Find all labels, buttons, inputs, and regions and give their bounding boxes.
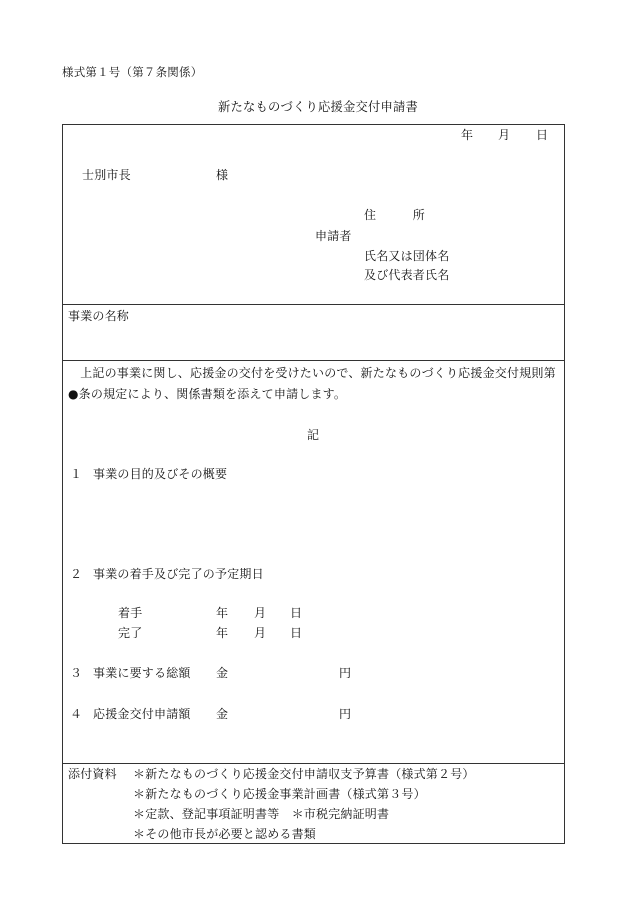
item-number: ３ [70, 666, 83, 680]
schedule-end-year: 年 [216, 626, 229, 640]
schedule-end-day: 日 [290, 626, 303, 640]
requested-amount-unit: 円 [339, 707, 352, 721]
schedule-start-month: 月 [254, 606, 267, 620]
addressee-honorific: 様 [216, 168, 229, 182]
attachment-item: ＊新たなものづくり応援金事業計画書（様式第３号） [133, 787, 426, 801]
applicant-label: 申請者 [315, 229, 352, 243]
divider-before-attachments [62, 763, 565, 764]
form-number: 様式第１号（第７条関係） [62, 65, 203, 79]
item-requested-amount-label: 応援金交付申請額 [93, 707, 191, 721]
item-purpose-label: 事業の目的及びその概要 [93, 467, 228, 481]
schedule-end-label: 完了 [118, 626, 143, 640]
schedule-start-day: 日 [290, 606, 303, 620]
form-title: 新たなものづくり応援金交付申請書 [218, 100, 418, 114]
schedule-end-month: 月 [254, 626, 267, 640]
attachments-label: 添付資料 [68, 767, 117, 781]
total-cost-unit: 円 [339, 666, 352, 680]
divider-after-project-name [62, 360, 565, 361]
item-schedule-label: 事業の着手及び完了の予定期日 [93, 567, 264, 581]
item-number: ４ [70, 707, 83, 721]
date-year-label: 年 [461, 128, 474, 142]
form-border [62, 124, 565, 844]
ki-heading: 記 [307, 428, 320, 442]
schedule-start-year: 年 [216, 606, 229, 620]
requested-amount-prefix: 金 [216, 707, 229, 721]
attachment-item: ＊新たなものづくり応援金交付申請収支予算書（様式第２号） [133, 767, 475, 781]
date-day-label: 日 [536, 128, 549, 142]
date-month-label: 月 [498, 128, 511, 142]
applicant-name-label-line1: 氏名又は団体名 [364, 249, 450, 263]
item-number: ２ [70, 567, 83, 581]
item-number: １ [70, 467, 83, 481]
schedule-start-label: 着手 [118, 606, 143, 620]
item-total-cost-label: 事業に要する総額 [93, 666, 191, 680]
project-name-label: 事業の名称 [68, 309, 130, 323]
statement-line2: ●条の規定により、関係書類を添えて申請します。 [68, 387, 347, 401]
total-cost-prefix: 金 [216, 666, 229, 680]
applicant-name-label-line2: 及び代表者氏名 [364, 268, 450, 282]
addressee-name: 士別市長 [82, 168, 131, 182]
divider-after-applicant [62, 304, 565, 305]
statement-line1: 上記の事業に関し、応援金の交付を受けたいので、新たなものづくり応援金交付規則第 [68, 366, 556, 380]
applicant-address-label: 住 所 [364, 208, 426, 222]
attachment-item: ＊定款、登記事項証明書等 ＊市税完納証明書 [133, 807, 390, 821]
attachment-item: ＊その他市長が必要と認める書類 [133, 827, 317, 841]
